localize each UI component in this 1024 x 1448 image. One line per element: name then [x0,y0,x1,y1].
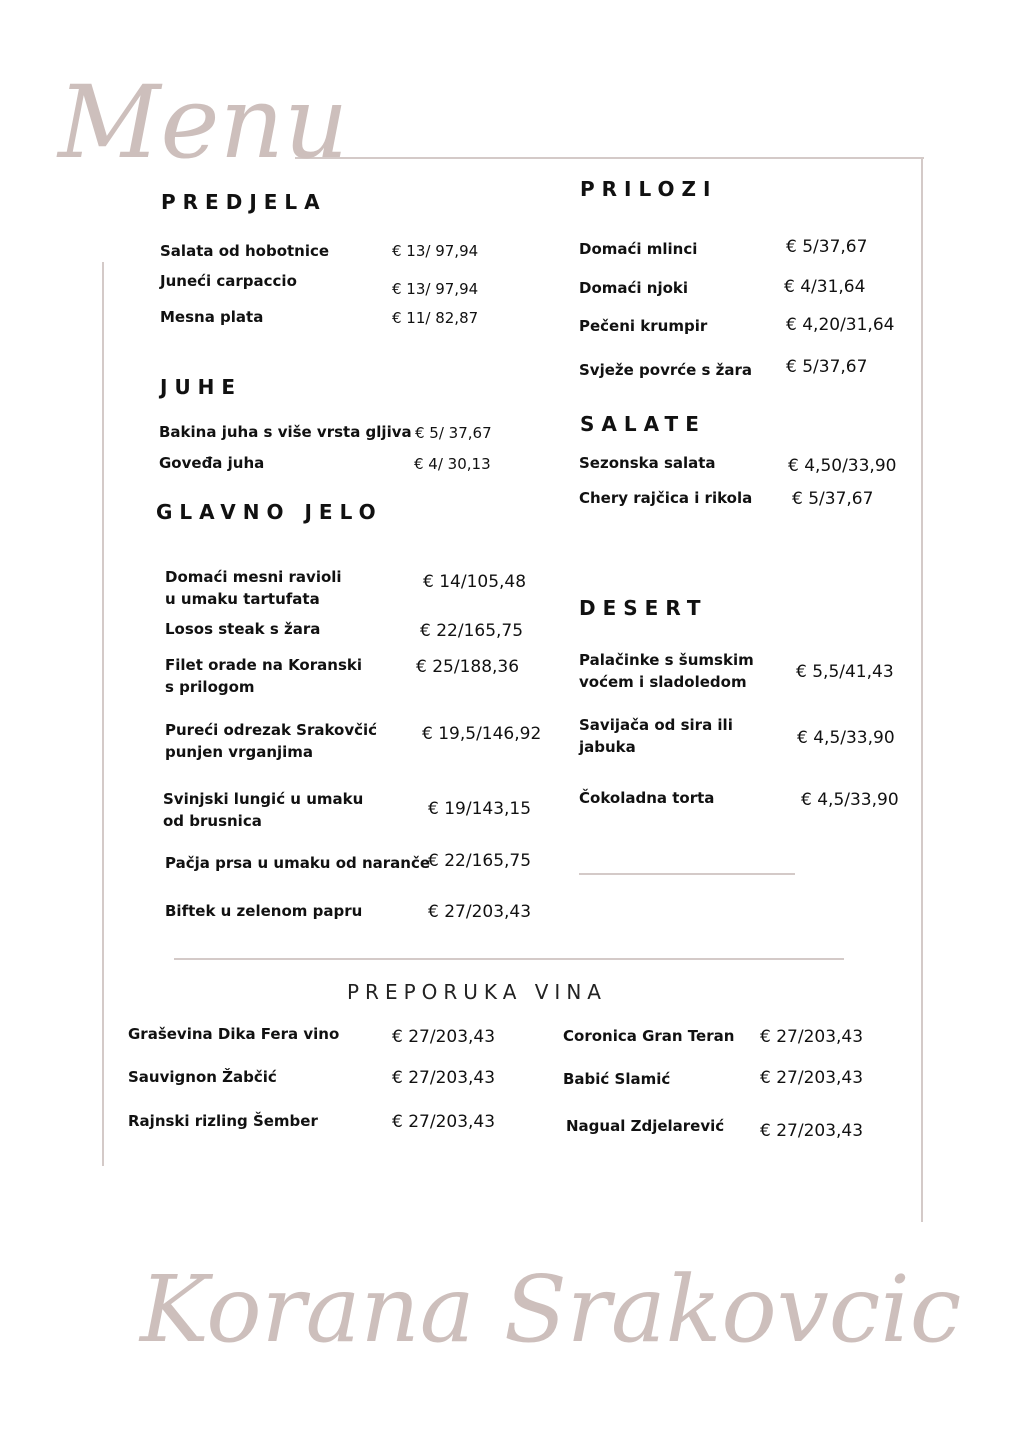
menu-item-price: € 5/ 37,67 [415,424,492,442]
wine-divider-line [174,958,844,960]
menu-item-name: Filet orade na Koranski s prilogom [165,656,362,696]
frame-top-line [295,157,924,159]
menu-item-name: Pečeni krumpir [579,317,708,335]
menu-item-name: Savijača od sira ili jabuka [579,716,733,756]
menu-item-price: € 13/ 97,94 [392,280,479,298]
menu-item-name: Sezonska salata [579,454,716,472]
menu-item-price: € 14/105,48 [423,572,527,592]
frame-right-line [921,157,923,1222]
menu-item-price: € 4/31,64 [784,277,866,297]
menu-item-price: € 13/ 97,94 [392,242,479,260]
wine-price: € 27/203,43 [392,1027,496,1047]
menu-item-name: Domaći njoki [579,279,689,297]
menu-item-name: Bakina juha s više vrsta gljiva [159,423,412,441]
prilozi-heading: PRILOZI [580,177,718,201]
wine-price: € 27/203,43 [760,1068,864,1088]
frame-left-line [102,262,104,1166]
menu-item-price: € 5,5/41,43 [796,662,894,682]
menu-item-price: € 22/165,75 [428,851,532,871]
menu-title: Menu [58,64,349,181]
menu-item-price: € 19/143,15 [428,799,532,819]
wine-price: € 27/203,43 [760,1121,864,1141]
menu-item-price: € 11/ 82,87 [392,309,479,327]
glavno-jelo-heading: GLAVNO JELO [156,500,383,524]
menu-item-name: Biftek u zelenom papru [165,902,363,920]
wine-name: Nagual Zdjelarević [566,1117,725,1135]
predjela-heading: PREDJELA [161,190,327,214]
menu-item-price: € 19,5/146,92 [422,724,542,744]
menu-item-name: Juneći carpaccio [160,272,297,290]
menu-item-price: € 4,20/31,64 [786,315,895,335]
menu-item-name: Svinjski lungić u umaku od brusnica [163,790,364,830]
menu-item-name: Domaći mlinci [579,240,698,258]
menu-item-name: Chery rajčica i rikola [579,489,753,507]
menu-item-price: € 22/165,75 [420,621,524,641]
menu-item-name: Goveđa juha [159,454,265,472]
menu-item-price: € 5/37,67 [792,489,874,509]
menu-item-price: € 4/ 30,13 [414,455,491,473]
menu-item-name: Pureći odrezak Srakovčić punjen vrganjima [165,721,378,761]
menu-item-price: € 4,50/33,90 [788,456,897,476]
menu-item-name: Pačja prsa u umaku od naranče [165,854,431,872]
restaurant-signature: Korana Srakovcic [140,1256,962,1363]
wine-name: Sauvignon Žabčić [128,1068,277,1086]
menu-item-name: Svježe povrće s žara [579,361,753,379]
desert-divider-line [579,873,795,875]
menu-item-name: Domaći mesni ravioli u umaku tartufata [165,568,342,608]
wine-name: Graševina Dika Fera vino [128,1025,340,1043]
menu-item-name: Čokoladna torta [579,789,715,807]
menu-item-name: Salata od hobotnice [160,242,330,260]
menu-item-price: € 25/188,36 [416,657,520,677]
wine-price: € 27/203,43 [392,1112,496,1132]
juhe-heading: JUHE [160,375,243,399]
menu-item-price: € 5/37,67 [786,237,868,257]
menu-item-name: Palačinke s šumskim voćem i sladoledom [579,651,754,691]
wine-name: Coronica Gran Teran [563,1027,735,1045]
wine-price: € 27/203,43 [392,1068,496,1088]
menu-item-name: Mesna plata [160,308,264,326]
wine-heading: PREPORUKA VINA [347,980,607,1004]
wine-name: Babić Slamić [563,1070,671,1088]
menu-item-price: € 27/203,43 [428,902,532,922]
salate-heading: SALATE [580,412,706,436]
wine-name: Rajnski rizling Šember [128,1112,318,1130]
wine-price: € 27/203,43 [760,1027,864,1047]
menu-item-price: € 4,5/33,90 [797,728,895,748]
desert-heading: DESERT [579,596,708,620]
menu-item-price: € 4,5/33,90 [801,790,899,810]
menu-item-name: Losos steak s žara [165,620,321,638]
menu-item-price: € 5/37,67 [786,357,868,377]
